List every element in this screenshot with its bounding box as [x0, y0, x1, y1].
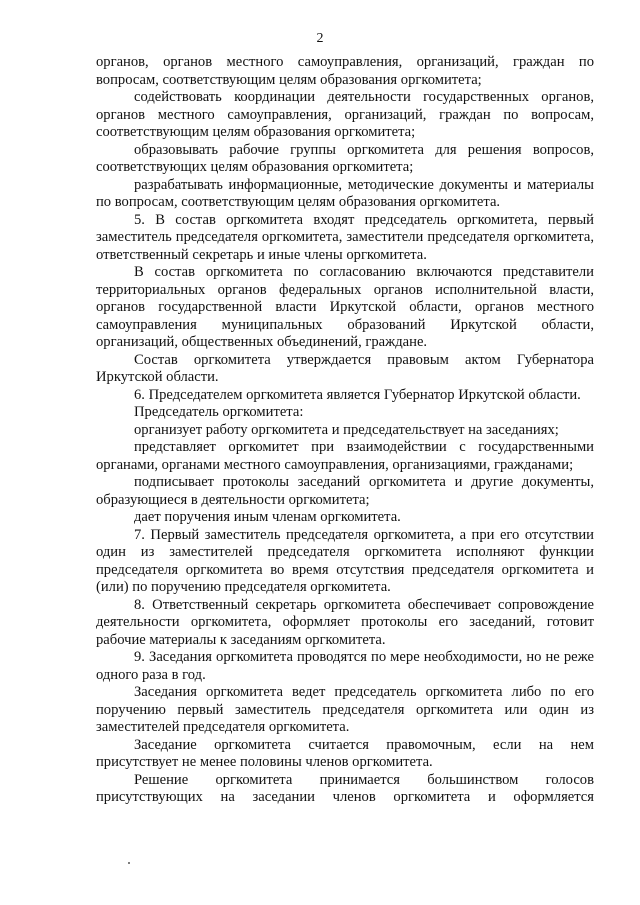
- paragraph-10: организует работу оргкомитета и председательствует на заседаниях;: [134, 421, 559, 438]
- paragraph-1: органов, органов местного самоуправления, организаций, граждан по вопросам, соответствующим целям образования оргкомитета;: [96, 54, 594, 88]
- paragraph-6: В состав оргкомитета по согласованию включаются представители территориальных органов федеральных органов исполнительной власти, органов государственной власти Иркутской области, органов местного самоуправления муниципальных образований Иркутской области, организаций, общественных объединений, граждане.: [96, 264, 594, 350]
- page-number: 2: [316, 31, 324, 46]
- paragraph-13: дает поручения иным членам оргкомитета.: [134, 509, 401, 525]
- paragraph-3: образовывать рабочие группы оргкомитета для решения вопросов, соответствующих целям образования оргкомитета;: [96, 141, 594, 175]
- paragraph-7: Состав оргкомитета утверждается правовым актом Губернатора Иркутской области.: [96, 351, 594, 385]
- scan-speck: [128, 862, 130, 864]
- paragraph-14: 7. Первый заместитель председателя оргкомитета, а при его отсутствии один из заместителей председателя оргкомитета исполняют функции председателя оргкомитета во время отсутствия председателя оргкомитета и (или) по поручению председателя оргкомитета.: [96, 526, 594, 595]
- paragraph-15: 8. Ответственный секретарь оргкомитета обеспечивает сопровождение деятельности оргкомитета, оформляет протоколы его заседаний, готовит рабочие материалы к заседаниям оргкомитета.: [96, 596, 594, 648]
- paragraph-12: подписывает протоколы заседаний оргкомитета и другие документы, образующиеся в деятельности оргкомитета;: [96, 474, 594, 508]
- paragraph-18: Заседание оргкомитета считается правомочным, если на нем присутствует не менее половины членов оргкомитета.: [96, 736, 594, 770]
- paragraph-16: 9. Заседания оргкомитета проводятся по мере необходимости, но не реже одного раза в год.: [96, 649, 594, 683]
- document-body: [96, 54, 594, 807]
- paragraph-4: разрабатывать информационные, методические документы и материалы по вопросам, соответствующим целям образования оргкомитета.: [96, 176, 594, 210]
- paragraph-2: содействовать координации деятельности государственных органов, органов местного самоуправления, организаций, граждан по вопросам, соответствующим целям образования оргкомитета;: [96, 89, 594, 140]
- paragraph-19: Решение оргкомитета принимается большинством голосов присутствующих на заседании членов оргкомитета и оформляется: [96, 771, 594, 805]
- paragraph-17: Заседания оргкомитета ведет председатель оргкомитета либо по его поручению первый заместитель председателя оргкомитета или один из заместителей председателя оргкомитета.: [96, 684, 594, 735]
- paragraph-5: 5. В состав оргкомитета входят председатель оргкомитета, первый заместитель председателя оргкомитета, заместители председателя оргкомитета, ответственный секретарь и иные члены оргкомитета.: [96, 211, 594, 263]
- paragraph-9: Председатель оргкомитета:: [134, 404, 304, 420]
- paragraph-11: представляет оргкомитет при взаимодействии с государственными органами, органами местного самоуправления, организациями, гражданами;: [96, 439, 594, 473]
- paragraph-8: 6. Председателем оргкомитета является Губернатор Иркутской области.: [134, 386, 581, 403]
